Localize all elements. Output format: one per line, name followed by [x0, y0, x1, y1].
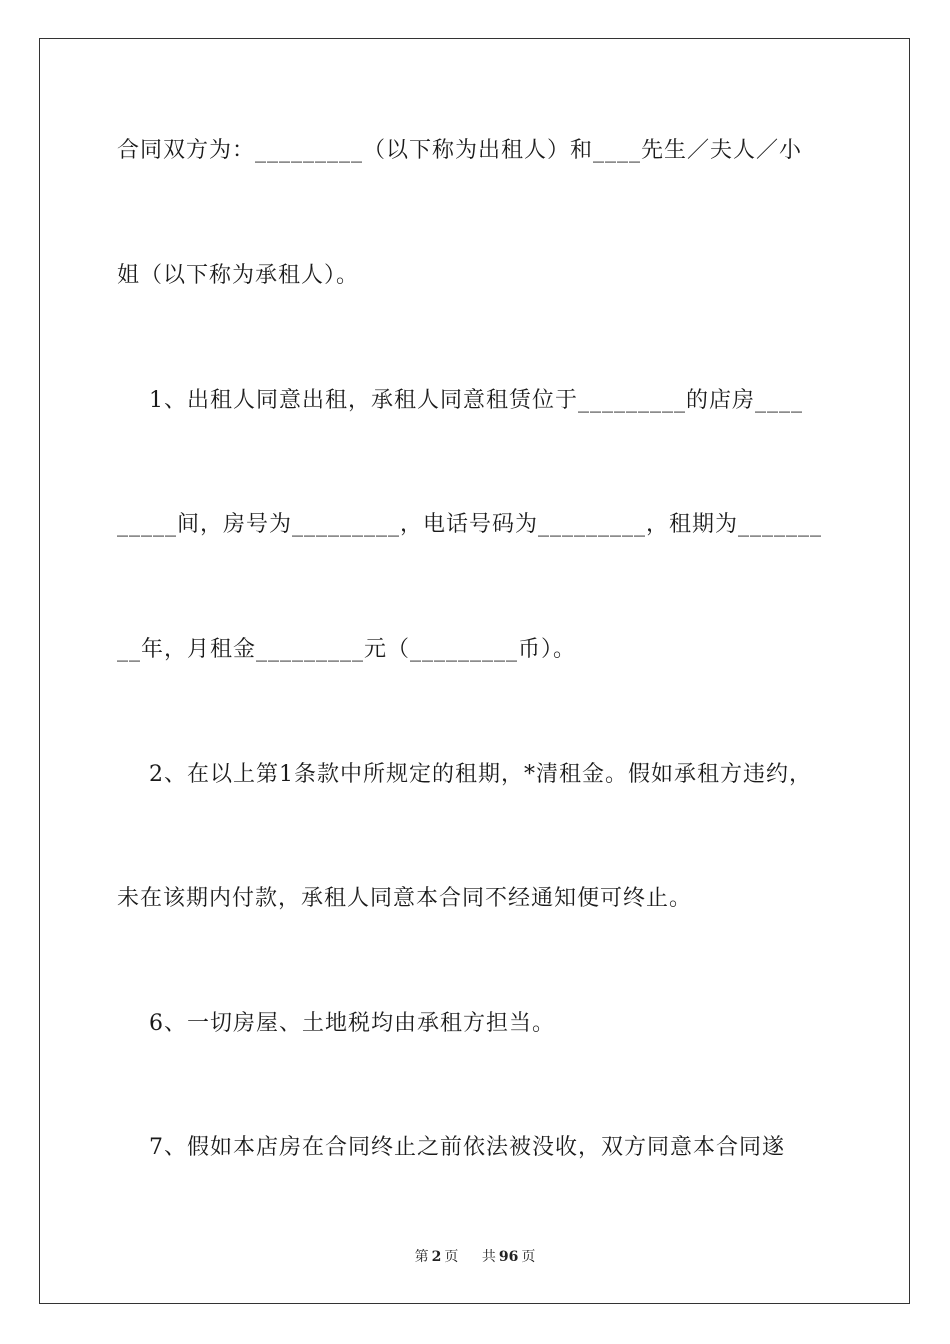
total-label-suffix: 页	[521, 1249, 536, 1265]
text-line: 未在该期内付款，承租人同意本合同不经通知便可终止。	[117, 886, 693, 911]
text-line: 2、在以上第1条款中所规定的租期，*清租金。假如承租方违约，	[117, 762, 812, 787]
page-indicator	[412, 1249, 462, 1265]
text-line: 1、出租人同意出租，承租人同意租赁位于_________的店房____	[117, 388, 803, 413]
text-line: 7、假如本店房在合同终止之前依法被没收，双方同意本合同遂	[117, 1135, 785, 1160]
page-number: 2	[431, 1249, 442, 1265]
total-label-prefix: 共	[481, 1249, 496, 1265]
text-line: 合同双方为：_________（以下称为出租人）和____先生／夫人／小	[117, 138, 803, 163]
total-indicator	[479, 1249, 538, 1265]
page-label-prefix: 第	[414, 1249, 429, 1265]
page-footer	[0, 1246, 950, 1266]
text-line: 姐（以下称为承租人）。	[117, 263, 360, 288]
text-line: _____间，房号为_________，电话号码为_________，租期为_______	[117, 512, 823, 537]
page-border	[39, 38, 910, 1304]
total-pages: 96	[498, 1249, 519, 1265]
page-label-suffix: 页	[444, 1249, 459, 1265]
text-line: 6、一切房屋、土地税均由承租方担当。	[117, 1011, 555, 1036]
text-line: __年，月租金_________元（_________币）。	[117, 637, 577, 662]
